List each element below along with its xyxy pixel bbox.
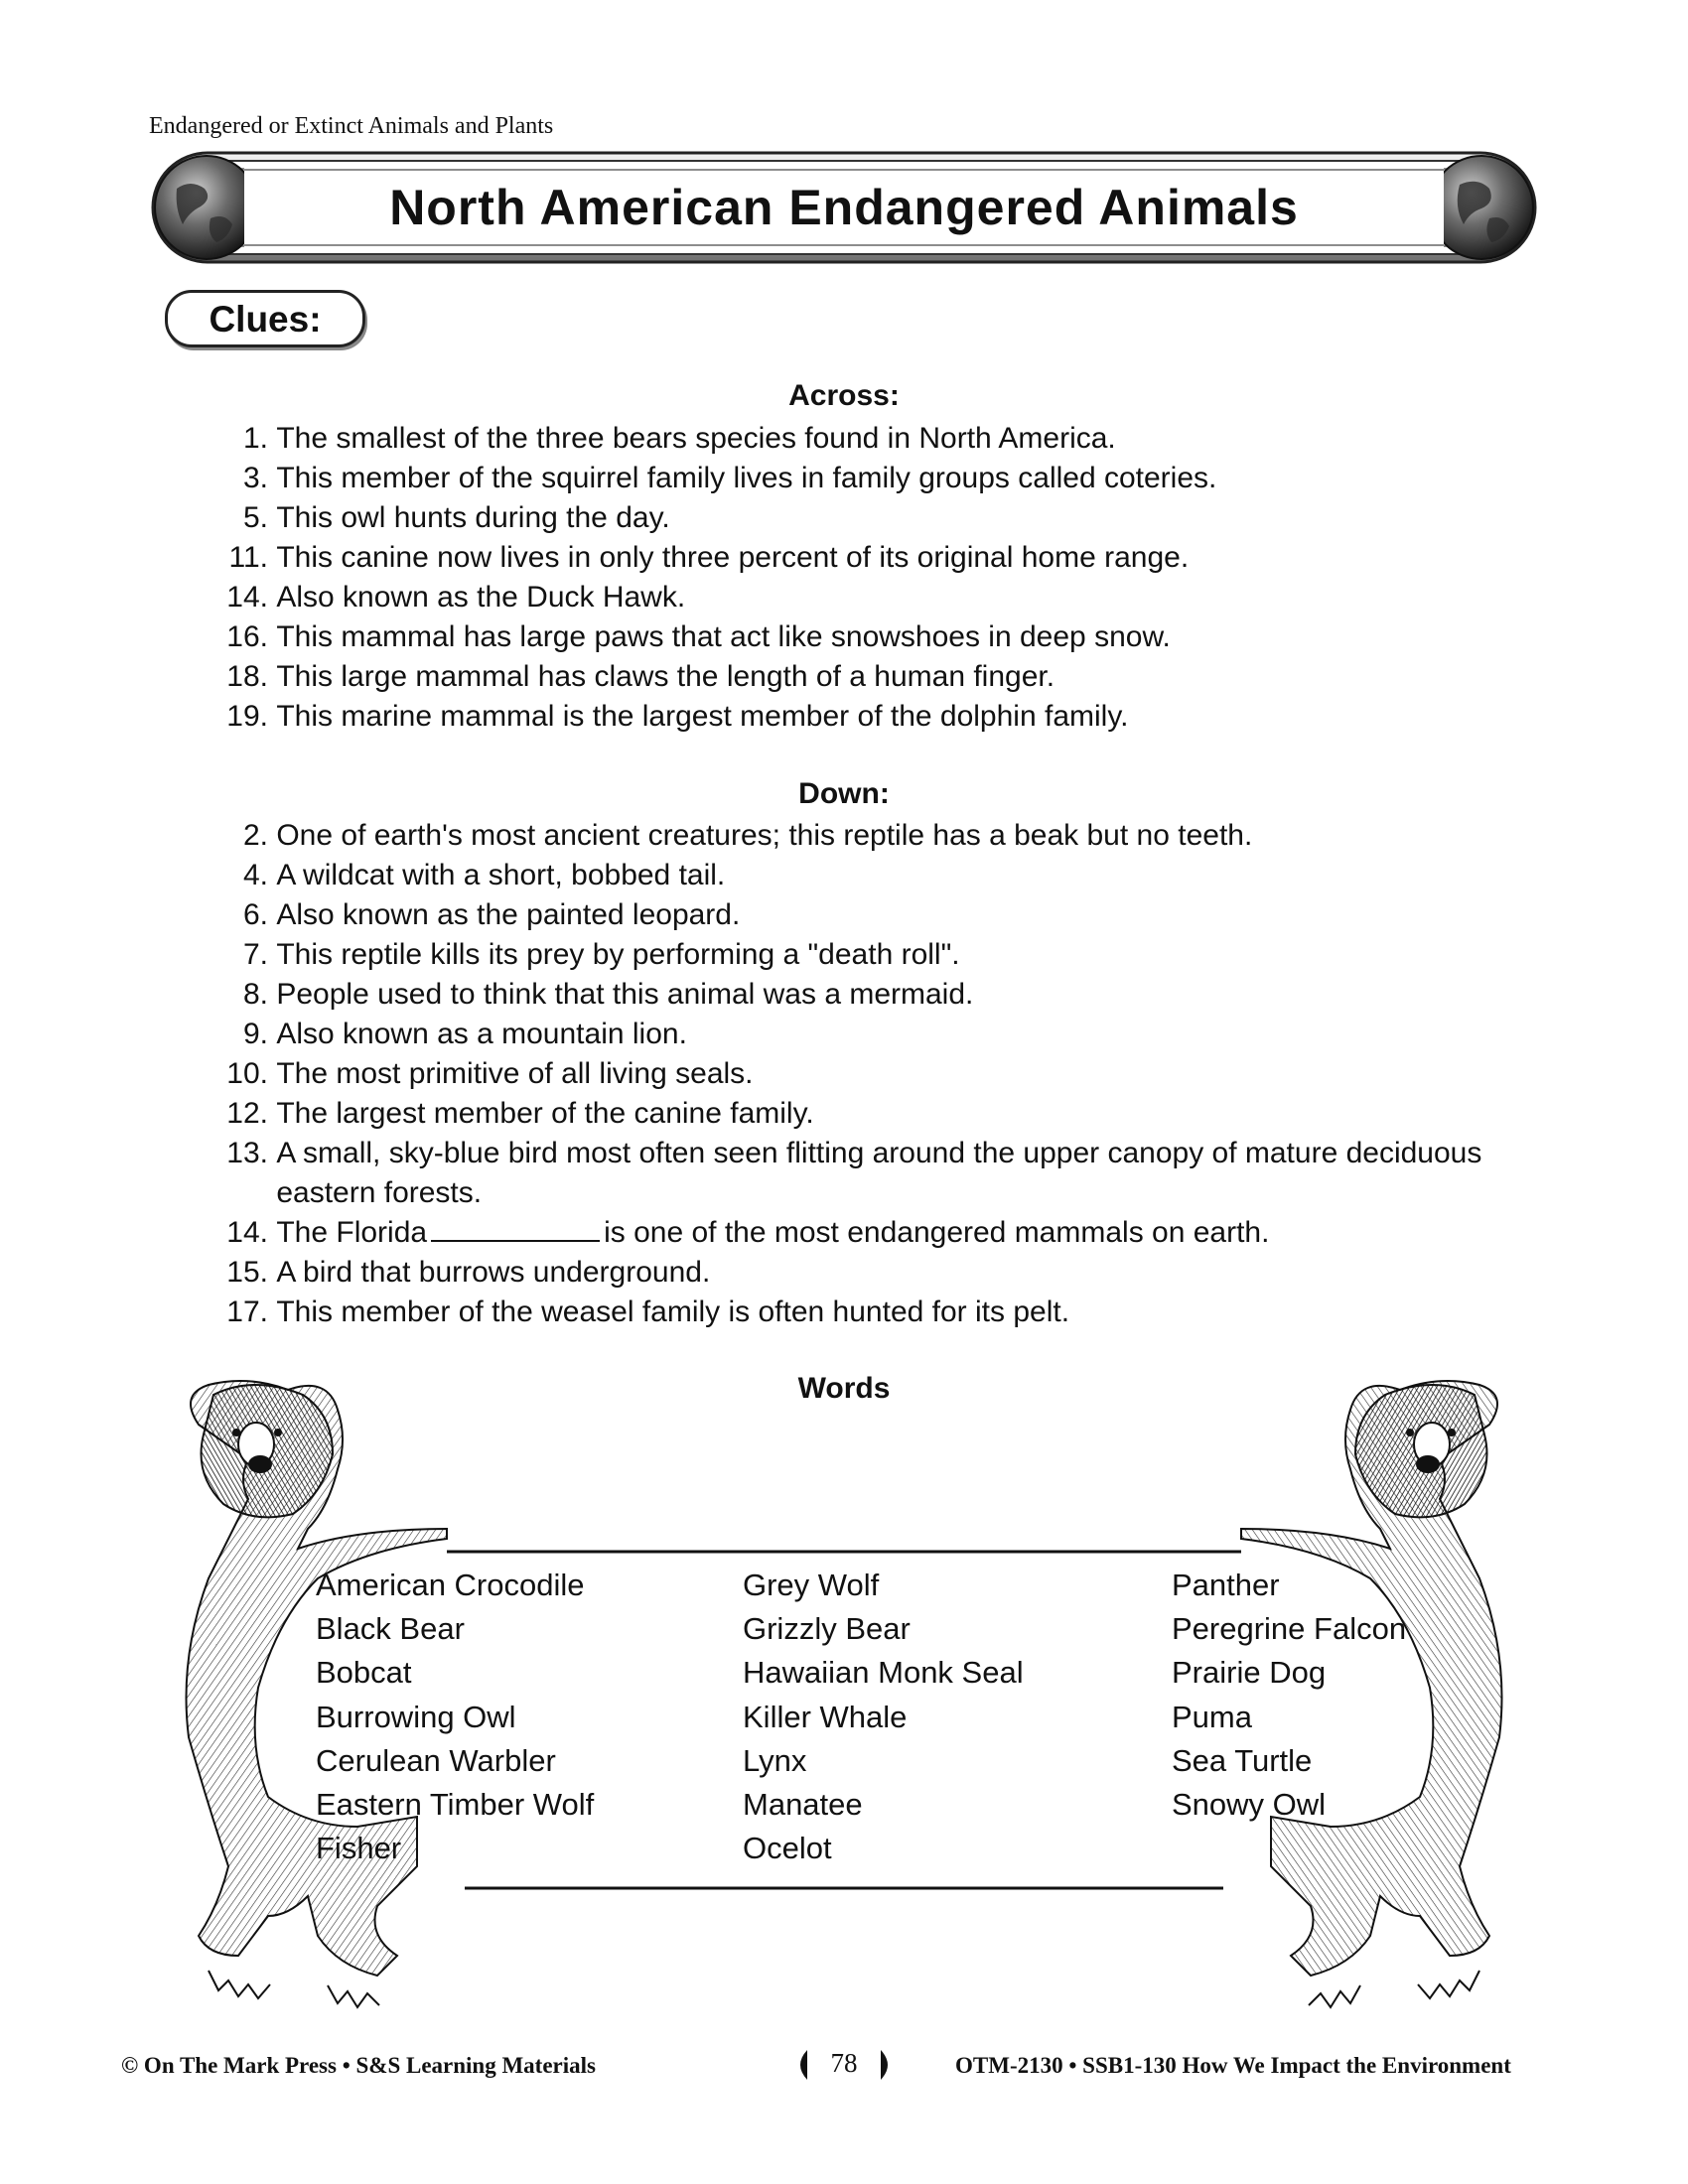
down-clue [199,1015,1489,1054]
clue-number: 17. [226,1296,268,1328]
page-title: North American Endangered Animals [389,180,1299,235]
clue-number: 2. [242,819,268,852]
down-clue [199,1134,1489,1213]
down-clue [199,935,1489,975]
clue-text: This mammal has large paws that act like snowshoes in deep snow. [276,620,1171,653]
clue-text-before-blank: The Florida [276,1216,428,1249]
clue-number: 15. [226,1256,268,1289]
word-item: Bobcat [316,1655,412,1691]
word-item: Ocelot [743,1831,832,1866]
clue-number: 14. [226,1216,268,1249]
clue-text: A small, sky-blue bird most often seen flitting around the upper canopy of mature deciduous eastern forests. [276,1137,1482,1209]
clue-text [276,1213,1489,1253]
clues-label: Clues: [209,299,322,340]
clue-text: A wildcat with a short, bobbed tail. [276,859,726,891]
across-clue [199,419,1489,459]
across-clue [199,697,1489,737]
down-clue [199,1253,1489,1293]
clue-text: This canine now lives in only three percent of its original home range. [276,541,1190,574]
across-clue [199,617,1489,657]
clue-text: This member of the squirrel family lives in family groups called coteries. [276,462,1217,494]
clue-number: 1. [242,422,268,455]
clue-text: The smallest of the three bears species found in North America. [276,422,1116,455]
footer-publisher: © On The Mark Press • S&S Learning Materials [121,2053,596,2078]
clue-text: Also known as a mountain lion. [276,1018,687,1050]
clue-text: Also known as the Duck Hawk. [276,581,686,614]
clue-number: 4. [242,859,268,891]
across-clue [199,578,1489,617]
clue-text: The most primitive of all living seals. [276,1057,754,1090]
word-item: Grizzly Bear [743,1611,911,1647]
running-head: Endangered or Extinct Animals and Plants [149,113,554,139]
clue-number: 19. [226,700,268,733]
down-clue [199,1213,1489,1253]
clue-number: 7. [242,938,268,971]
page-number: 78 [830,2048,858,2078]
clue-number: 8. [242,978,268,1011]
clue-text: One of earth's most ancient creatures; this reptile has a beak but no teeth. [276,819,1253,852]
clue-number: 6. [242,898,268,931]
down-clue [199,1293,1489,1332]
across-clue [199,498,1489,538]
clue-number: 5. [242,501,268,534]
down-clue [199,1054,1489,1094]
word-item: Burrowing Owl [316,1699,516,1734]
clue-text: A bird that burrows underground. [276,1256,711,1289]
word-item: Grey Wolf [743,1568,880,1602]
clue-number: 11. [228,541,268,574]
down-clue [199,975,1489,1015]
clue-text-after-blank: is one of the most endangered mammals on earth. [604,1216,1270,1249]
word-item: Prairie Dog [1172,1655,1327,1691]
across-clue [199,459,1489,498]
word-item: Hawaiian Monk Seal [743,1655,1024,1691]
across-clue-list [199,419,1489,737]
across-clue [199,538,1489,578]
word-item: Eastern Timber Wolf [316,1787,595,1823]
clue-text: This owl hunts during the day. [276,501,670,534]
footer-series: OTM-2130 • SSB1-130 How We Impact the Environment [955,2053,1511,2078]
down-clue [199,856,1489,895]
clue-text: This member of the weasel family is often hunted for its pelt. [276,1296,1070,1328]
clue-number: 9. [242,1018,268,1050]
clues-label-pill [165,290,365,347]
answer-blank [431,1214,600,1242]
word-column-1 [316,1564,594,1870]
down-clue [199,895,1489,935]
clue-number: 16. [226,620,268,653]
clue-text: The largest member of the canine family. [276,1097,814,1130]
word-column-3 [1172,1564,1406,1827]
clue-number: 18. [226,660,268,693]
clue-number: 10. [226,1057,268,1090]
down-heading: Down: [798,777,890,810]
down-clue-list [199,816,1489,1332]
word-item: Killer Whale [743,1699,908,1734]
word-item: Cerulean Warbler [316,1742,556,1778]
page-number-badge [789,2048,899,2082]
word-item: Black Bear [316,1611,465,1647]
down-clue [199,1094,1489,1134]
word-column-2 [743,1564,1024,1870]
word-item: Sea Turtle [1172,1742,1313,1778]
word-item: Manatee [743,1787,863,1823]
word-item: Peregrine Falcon [1172,1611,1407,1647]
clue-text: Also known as the painted leopard. [276,898,741,931]
clue-text: This large mammal has claws the length of a human finger. [276,660,1055,693]
clue-text: This reptile kills its prey by performing a "death roll". [276,938,960,971]
words-heading: Words [797,1372,891,1405]
word-item: American Crocodile [316,1568,585,1602]
clue-number: 14. [226,581,268,614]
word-item: Lynx [743,1742,807,1778]
word-item: Snowy Owl [1172,1787,1327,1823]
clue-number: 3. [242,462,268,494]
clue-text: This marine mammal is the largest member of the dolphin family. [276,700,1129,733]
clue-text: People used to think that this animal was a mermaid. [276,978,974,1011]
word-item: Fisher [316,1831,402,1866]
word-item: Panther [1172,1568,1280,1602]
clue-number: 12. [226,1097,268,1130]
across-clue [199,657,1489,697]
word-item: Puma [1172,1699,1252,1734]
across-heading: Across: [788,379,900,412]
down-clue [199,816,1489,856]
clue-number: 13. [226,1137,268,1169]
